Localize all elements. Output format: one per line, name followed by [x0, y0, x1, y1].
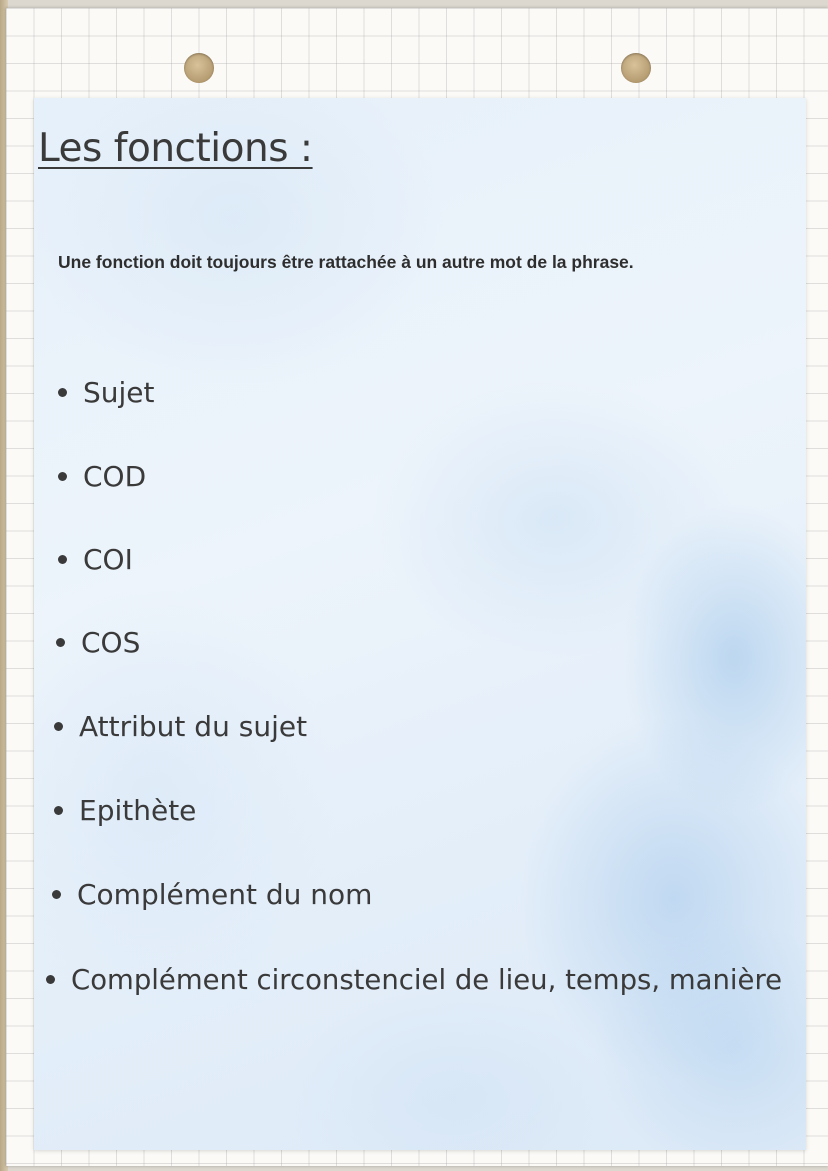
- bullet-icon: [58, 555, 67, 564]
- list-item: [58, 460, 146, 493]
- list-item-label: Complément du nom: [77, 878, 373, 911]
- bullet-icon: [52, 890, 61, 899]
- list-item: [58, 376, 155, 409]
- list-item: [56, 626, 140, 659]
- list-item: [58, 543, 133, 576]
- bullet-icon: [54, 722, 63, 731]
- bullet-icon: [54, 806, 63, 815]
- note-card: [34, 98, 806, 1150]
- bullet-icon: [56, 638, 65, 647]
- list-item-label: COS: [81, 626, 141, 659]
- bullet-icon: [58, 388, 67, 397]
- list-item-label: Attribut du sujet: [79, 710, 308, 743]
- bullet-icon: [58, 472, 67, 481]
- intro-text: Une fonction doit toujours être rattachée à un autre mot de la phrase.: [58, 252, 634, 272]
- punch-hole-left: [184, 53, 214, 83]
- list-item: [54, 794, 196, 827]
- list-item-label: Epithète: [79, 794, 197, 827]
- page-title: Les fonctions :: [38, 126, 313, 171]
- list-item-label: COD: [83, 460, 147, 493]
- list-item-label: Complément circonstenciel de lieu, temps, manière: [71, 964, 783, 996]
- list-item: [54, 710, 307, 743]
- punch-hole-right: [621, 53, 651, 83]
- list-item: [52, 878, 372, 911]
- list-item-label: COI: [83, 543, 133, 576]
- bullet-icon: [46, 975, 55, 984]
- list-item-label: Sujet: [83, 376, 155, 409]
- list-item: [46, 964, 782, 996]
